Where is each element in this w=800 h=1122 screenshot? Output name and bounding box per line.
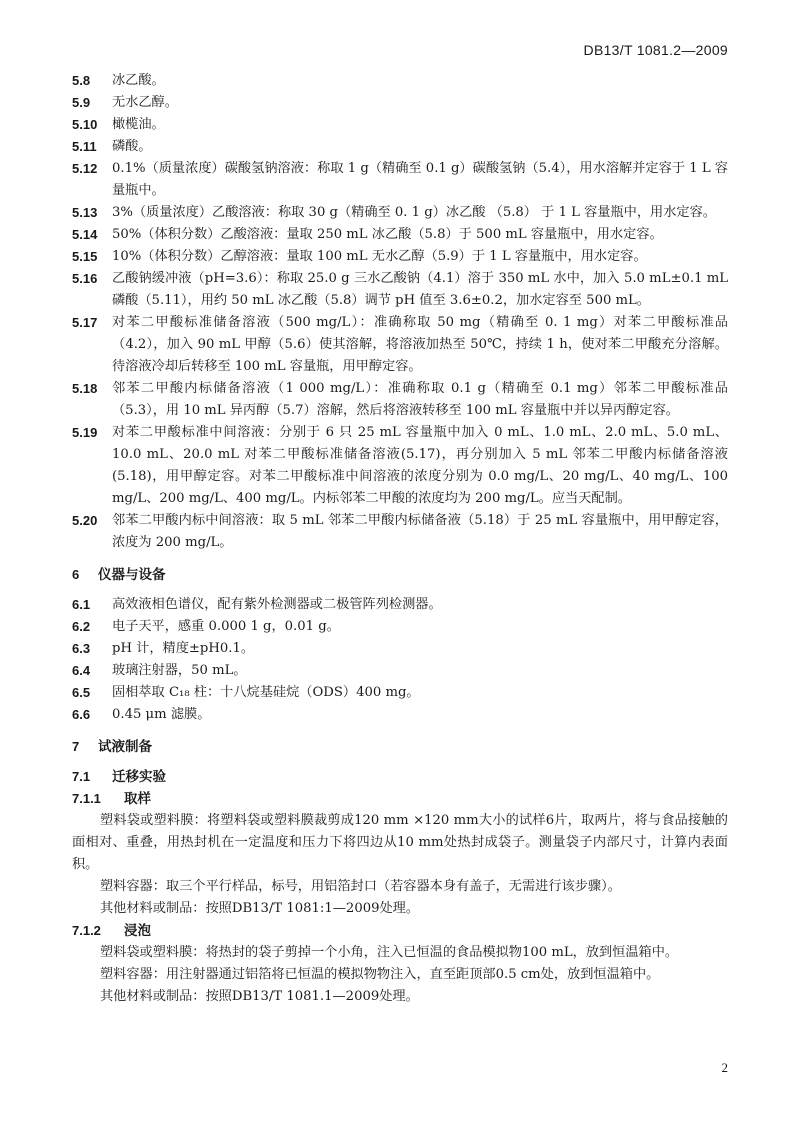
item-number: 5.20 <box>72 513 98 528</box>
section-title: 试液制备 <box>98 739 152 755</box>
subsection-heading-7-1-1 <box>72 788 728 810</box>
item-number: 5.16 <box>72 271 98 286</box>
list-item <box>72 158 728 202</box>
item-text: 固相萃取 C₁₈ 柱：十八烷基硅烷（ODS）400 mg。 <box>112 685 420 700</box>
item-number: 5.11 <box>72 139 97 154</box>
item-number: 6.2 <box>72 619 91 634</box>
item-text: 对苯二甲酸标准中间溶液：分别于 6 只 25 mL 容量瓶中加入 0 mL、1.0 mL、2.0 mL、5.0 mL、10.0 mL、20.0 mL 对苯二甲酸标准储备溶液(5.17)，再分别加入 5 mL 邻苯二甲酸内标储备溶液(5.18)，用甲醇定容。对苯二甲酸标准中间溶液的浓度分别为 0.0 mg/L、20 mg/L、40 mg/L、100 mg/L、200 mg/L、400 mg/L。内标邻苯二甲酸的浓度均为 200 mg/L。应当天配制。 <box>112 425 728 506</box>
section-title: 迁移实验 <box>112 769 166 785</box>
paragraph: 塑料袋或塑料膜：将塑料袋或塑料膜裁剪成120 mm ×120 mm大小的试样6片，取两片，将与食品接触的面相对、重叠，用热封机在一定温度和压力下将四边从10 mm处热封成袋子。测量袋子内部尺寸，计算内表面积。 <box>72 813 728 872</box>
item-number: 6.4 <box>72 663 91 678</box>
list-item <box>72 202 728 224</box>
item-number: 5.15 <box>72 249 98 264</box>
list-item <box>72 638 728 660</box>
section-heading-6 <box>72 564 728 586</box>
section-number: 7.1.2 <box>72 923 101 938</box>
list-item <box>72 224 728 246</box>
item-number: 6.5 <box>72 685 91 700</box>
item-text: 冰乙酸。 <box>112 73 165 88</box>
list-item <box>72 70 728 92</box>
item-number: 5.13 <box>72 205 98 220</box>
subsection-heading-7-1-2 <box>72 920 728 942</box>
list-item <box>72 682 728 704</box>
list-item <box>72 616 728 638</box>
item-number: 5.17 <box>72 315 98 330</box>
section-title: 取样 <box>124 791 151 807</box>
equipment-list <box>72 594 728 726</box>
item-text: 高效液相色谱仪，配有紫外检测器或二极管阵列检测器。 <box>112 597 442 612</box>
paragraph: 塑料袋或塑料膜：将热封的袋子剪掉一个小角，注入已恒温的食品模拟物100 mL，放到恒温箱中。 <box>100 945 679 960</box>
item-number: 5.8 <box>72 73 91 88</box>
item-text: 磷酸。 <box>112 139 152 154</box>
section-heading-7 <box>72 736 728 758</box>
item-number: 5.14 <box>72 227 98 242</box>
item-text: 3%（质量浓度）乙酸溶液：称取 30 g（精确至 0. 1 g）冰乙酸 （5.8） 于 1 L 容量瓶中，用水定容。 <box>112 205 716 220</box>
item-text: pH 计，精度±pH0.1。 <box>112 641 255 656</box>
section-number: 7.1.1 <box>72 791 101 806</box>
item-number: 5.9 <box>72 95 91 110</box>
reagent-list <box>72 70 728 554</box>
item-text: 电子天平，感重 0.000 1 g，0.01 g。 <box>112 619 340 634</box>
list-item <box>72 704 728 726</box>
item-number: 5.19 <box>72 425 98 440</box>
item-number: 6.6 <box>72 707 91 722</box>
standard-code: DB13/T 1081.2—2009 <box>583 42 728 58</box>
item-number: 6.3 <box>72 641 91 656</box>
paragraph: 塑料容器：用注射器通过铝箔将已恒温的模拟物物注入，直至距顶部0.5 cm处，放到恒温箱中。 <box>100 967 660 982</box>
list-item <box>72 92 728 114</box>
list-item <box>72 422 728 510</box>
item-text: 0.45 μm 滤膜。 <box>112 707 211 722</box>
item-number: 5.12 <box>72 161 98 176</box>
section-title: 仪器与设备 <box>98 567 166 583</box>
item-text: 50%（体积分数）乙酸溶液：量取 250 mL 冰乙酸（5.8）于 500 mL 容量瓶中，用水定容。 <box>112 227 663 242</box>
list-item <box>72 660 728 682</box>
item-text: 邻苯二甲酸内标中间溶液：取 5 mL 邻苯二甲酸内标储备液（5.18）于 25 mL 容量瓶中，用甲醇定容，浓度为 200 mg/L。 <box>112 513 728 550</box>
section-number: 7.1 <box>72 769 91 784</box>
item-text: 邻苯二甲酸内标储备溶液（1 000 mg/L）：准确称取 0.1 g（精确至 0.1 mg）邻苯二甲酸标准品（5.3），用 10 mL 异丙醇（5.7）溶解，然后将溶液转移至 100 mL 容量瓶中并以异丙醇定容。 <box>112 381 728 418</box>
item-text: 对苯二甲酸标准储备溶液（500 mg/L）：准确称取 50 mg（精确至 0. 1 mg）对苯二甲酸标准品（4.2），加入 90 mL 甲醇（5.6）使其溶解，将溶液加热至 50℃，持续 1 h，使对苯二甲酸充分溶解。待溶液冷却后转移至 100 mL 容量瓶，用甲醇定容。 <box>112 315 728 374</box>
paragraph: 塑料容器：取三个平行样品，标号，用铝箔封口（若容器本身有盖子，无需进行该步骤）。 <box>100 879 621 894</box>
item-number: 5.18 <box>72 381 98 396</box>
section-number: 6 <box>72 567 80 582</box>
item-text: 橄榄油。 <box>112 117 165 132</box>
list-item <box>72 114 728 136</box>
document-body <box>72 70 728 1008</box>
section-number: 7 <box>72 739 80 754</box>
item-number: 6.1 <box>72 597 91 612</box>
list-item <box>72 510 728 554</box>
item-text: 无水乙醇。 <box>112 95 178 110</box>
list-item <box>72 136 728 158</box>
subsection-heading-7-1 <box>72 766 728 788</box>
page-number: 2 <box>721 1060 728 1075</box>
section-title: 浸泡 <box>124 923 151 939</box>
list-item <box>72 268 728 312</box>
item-text: 玻璃注射器，50 mL。 <box>112 663 247 678</box>
item-text: 0.1%（质量浓度）碳酸氢钠溶液：称取 1 g（精确至 0.1 g）碳酸氢钠（5.4），用水溶解并定容于 1 L 容量瓶中。 <box>112 161 728 198</box>
item-number: 5.10 <box>72 117 98 132</box>
paragraph: 其他材料或制品：按照DB13/T 1081:1—2009处理。 <box>100 901 420 916</box>
list-item <box>72 594 728 616</box>
item-text: 10%（体积分数）乙醇溶液：量取 100 mL 无水乙醇（5.9）于 1 L 容量瓶中，用水定容。 <box>112 249 647 264</box>
item-text: 乙酸钠缓冲液（pH=3.6）：称取 25.0 g 三水乙酸钠（4.1）溶于 350 mL 水中，加入 5.0 mL±0.1 mL 磷酸（5.11），用约 50 mL 冰乙酸（5.8）调节 pH 值至 3.6±0.2，加水定容至 500 mL。 <box>112 271 728 308</box>
list-item <box>72 246 728 268</box>
paragraph: 其他材料或制品：按照DB13/T 1081.1—2009处理。 <box>100 989 419 1004</box>
list-item <box>72 312 728 378</box>
list-item <box>72 378 728 422</box>
